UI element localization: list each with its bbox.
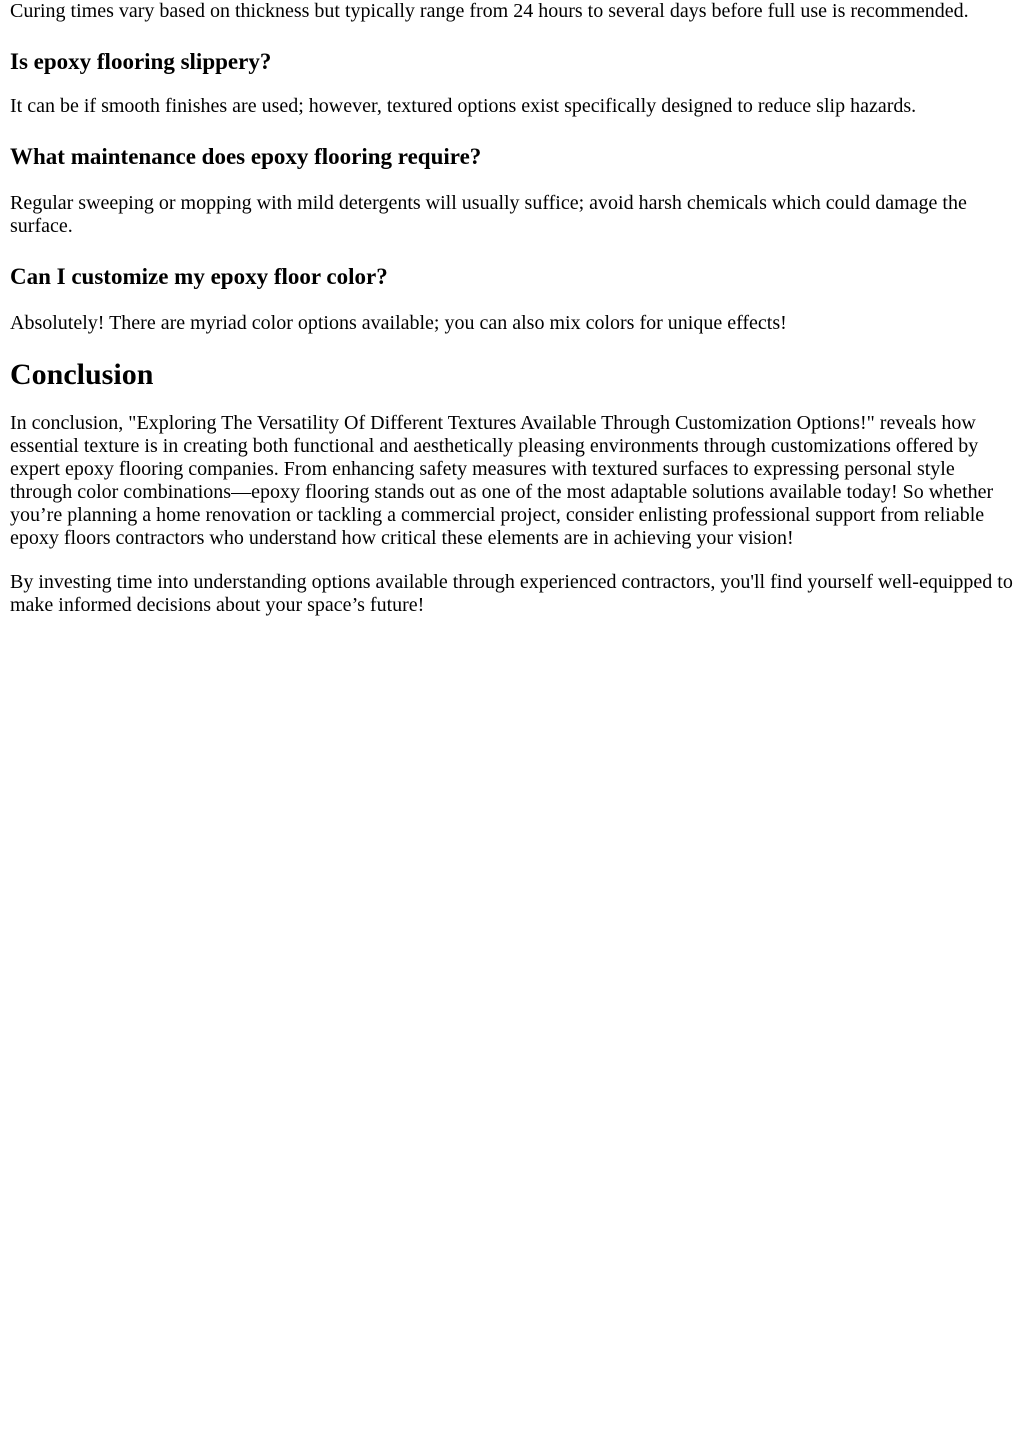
article-content xyxy=(0,0,1024,617)
faq-answer-color: Absolutely! There are myriad color options available; you can also mix colors for unique effects! xyxy=(10,312,787,334)
faq-answer-slippery: It can be if smooth finishes are used; however, textured options exist specifically designed to reduce slip hazards. xyxy=(10,95,917,117)
conclusion-heading: Conclusion xyxy=(10,358,154,391)
intro-paragraph: Curing times vary based on thickness but typically range from 24 hours to several days before full use is recommended. xyxy=(10,0,969,22)
faq-answer-maintenance: Regular sweeping or mopping with mild detergents will usually suffice; avoid harsh chemicals which could damage the surface. xyxy=(10,192,967,237)
faq-question-color: Can I customize my epoxy floor color? xyxy=(10,264,388,289)
faq-question-slippery: Is epoxy flooring slippery? xyxy=(10,49,272,74)
conclusion-paragraph: In conclusion, "Exploring The Versatility Of Different Textures Available Through Customization Options!" reveals how essential texture is in creating both functional and aesthetically pleasing environments through customizations offered by expert epoxy flooring companies. From enhancing safety measures with textured surfaces to expressing personal style through color combinations—epoxy flooring stands out as one of the most adaptable solutions available today! So whether you’re planning a home renovation or tackling a commercial project, consider enlisting professional support from reliable epoxy floors contractors who understand how critical these elements are in achieving your vision! xyxy=(10,412,994,549)
faq-question-maintenance: What maintenance does epoxy flooring require? xyxy=(10,144,482,169)
closing-paragraph: By investing time into understanding options available through experienced contractors, you'll find yourself well-equipped to make informed decisions about your space’s future! xyxy=(10,571,1013,616)
